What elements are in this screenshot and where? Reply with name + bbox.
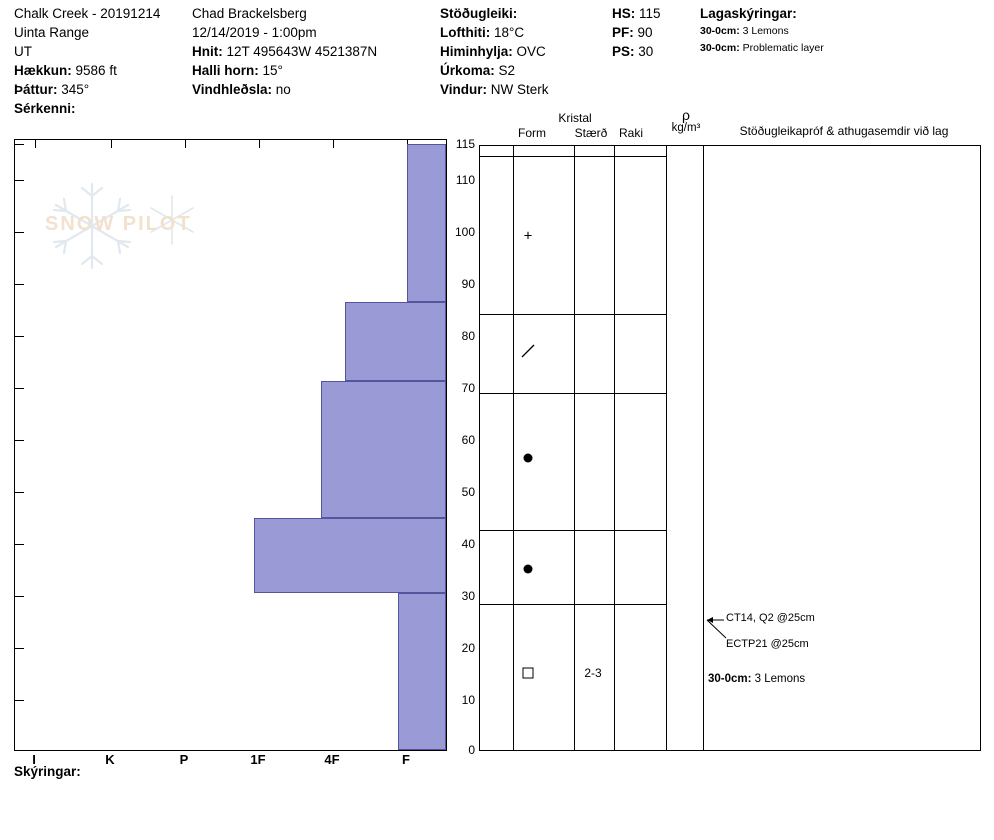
header-wind: Vindur: NW Sterk: [440, 82, 549, 97]
hardness-bar-layer-4: [254, 518, 446, 593]
layer-boundary-70: [480, 393, 666, 394]
header-pf: PF: 90: [612, 25, 653, 40]
header-stability: Stöðugleiki:: [440, 6, 518, 21]
depth-label-0: 0: [468, 743, 475, 757]
depth-label-100: 100: [454, 225, 475, 239]
depth-label-90: 90: [461, 277, 475, 291]
depth-tick-30: [15, 596, 24, 597]
header-elevation: Hækkun: 9586 ft: [14, 63, 117, 78]
layer-note-text: Problematic layer: [742, 42, 824, 54]
depth-label-10: 10: [461, 693, 475, 707]
layer-note-range: 30-0cm:: [700, 42, 740, 54]
header-column-location: [14, 4, 160, 118]
layer-note-text: 3 Lemons: [742, 25, 789, 37]
grain-size-value: 2-3: [584, 666, 602, 680]
hardness-tick-1F: [259, 140, 260, 148]
density-column: [667, 145, 704, 751]
layer-note-row-1: [700, 23, 824, 40]
layer-note-row-2: [700, 40, 824, 57]
header-air-temp: Lofthiti: 18°C: [440, 25, 525, 40]
header-sky-cover: Himinhylja: OVC: [440, 44, 546, 59]
profile-header: [0, 0, 994, 116]
depth-tick-0: [15, 750, 24, 751]
depth-tick-60: [15, 440, 24, 441]
hardness-label-4F: 4F: [324, 752, 340, 767]
grain-form-decomposing-fragmented-icon: [521, 344, 535, 358]
depth-label-20: 20: [461, 641, 475, 655]
header-aspect: Þáttur: 345°: [14, 82, 90, 97]
depth-tick-80: [15, 336, 24, 337]
hardness-profile-plot: [14, 139, 447, 751]
depth-tick-20: [15, 648, 24, 649]
comments-column: [704, 145, 981, 751]
depth-label-50: 50: [461, 485, 475, 499]
depth-tick-100: [15, 232, 24, 233]
density-units-header: kg/m³: [671, 122, 701, 134]
header-hs: HS: 115: [612, 6, 661, 21]
snowpilot-watermark: [37, 180, 217, 270]
header-column-layer-notes: [700, 4, 824, 57]
hardness-label-I: I: [32, 752, 36, 767]
header-range: Uinta Range: [14, 25, 90, 40]
skyringar-label: Skýringar:: [14, 764, 81, 779]
layer-boundary-44: [480, 530, 666, 531]
layer-comment: [708, 673, 805, 685]
depth-label-110: 110: [455, 173, 475, 187]
grain-col-sep-left: [513, 146, 514, 750]
header-precipitation: Úrkoma: S2: [440, 63, 516, 78]
header-slope-angle: Halli horn: 15°: [192, 63, 283, 78]
plot-inner: [15, 140, 446, 750]
header-site-name: Chalk Creek - 20191214: [14, 6, 161, 21]
depth-label-40: 40: [461, 537, 475, 551]
depth-axis: [447, 137, 479, 757]
depth-tick-50: [15, 492, 24, 493]
ectp-test-label: ECTP21 @25cm: [726, 638, 809, 650]
hardness-label-P: P: [179, 752, 189, 767]
header-ps: PS: 30: [612, 44, 654, 59]
header-datetime: 12/14/2019 - 1:00pm: [192, 25, 317, 40]
watermark-text: SNOW PILOT: [45, 213, 192, 235]
layer-boundary-30: [480, 604, 666, 605]
hardness-tick-K: [111, 140, 112, 148]
depth-label-60: 60: [461, 433, 475, 447]
hardness-bar-layer-5: [398, 593, 446, 750]
header-coordinates: Hnit: 12T 495643W 4521387N: [192, 44, 378, 59]
grain-form-precipitation-particles-icon: +: [523, 227, 533, 245]
ct-test-label: CT14, Q2 @25cm: [726, 612, 815, 624]
depth-tick-90: [15, 284, 24, 285]
header-observer: Chad Brackelsberg: [192, 6, 307, 21]
hardness-bar-layer-2: [345, 302, 446, 381]
header-wind-loading: Vindhleðsla: no: [192, 82, 291, 97]
depth-tick-10: [15, 700, 24, 701]
depth-tick-110: [15, 180, 24, 181]
depth-label-115: 115: [455, 137, 475, 151]
test-arrow-icons: [704, 146, 734, 752]
grain-col-sep-size: [574, 146, 575, 750]
grain-col-sep-wetness: [614, 146, 615, 750]
grain-columns: [479, 145, 667, 751]
grain-form-rounded-grains-icon: [524, 565, 533, 574]
density-symbol-header: ρ: [682, 107, 690, 123]
hardness-tick-P: [185, 140, 186, 148]
hardness-label-1F: 1F: [250, 752, 266, 767]
depth-tick-115: [15, 144, 24, 145]
form-header: Form: [518, 126, 546, 140]
header-column-snowpack: [612, 4, 661, 61]
depth-label-30: 30: [461, 589, 475, 603]
hardness-tick-4F: [333, 140, 334, 148]
grain-form-rounded-grains-icon: [524, 454, 533, 463]
hardness-bar-layer-1: [407, 144, 446, 302]
layer-boundary-115: [480, 156, 666, 157]
hardness-label-F: F: [402, 752, 410, 767]
hardness-label-K: K: [105, 752, 115, 767]
comments-header: Stöðugleikapróf & athugasemdir við lag: [739, 124, 949, 138]
depth-tick-40: [15, 544, 24, 545]
layer-comment-range: 30-0cm:: [708, 673, 752, 685]
depth-tick-70: [15, 388, 24, 389]
layer-notes-title: Lagaskýringar:: [700, 6, 797, 21]
hardness-bar-layer-3: [321, 381, 446, 518]
kristal-header: Kristal: [558, 111, 592, 125]
header-column-observer: [192, 4, 377, 99]
header-state: UT: [14, 44, 32, 59]
depth-label-70: 70: [461, 381, 475, 395]
staerd-header: Stærð: [574, 126, 608, 140]
layer-note-range: 30-0cm:: [700, 25, 740, 37]
grain-form-faceted-crystals-icon: [523, 668, 534, 679]
raki-header: Raki: [618, 126, 643, 140]
layer-boundary-85: [480, 314, 666, 315]
layer-comment-text: 3 Lemons: [754, 673, 806, 685]
hardness-tick-I: [35, 140, 36, 148]
header-characteristics: Sérkenni:: [14, 101, 76, 116]
depth-label-80: 80: [461, 329, 475, 343]
header-column-weather: [440, 4, 549, 99]
